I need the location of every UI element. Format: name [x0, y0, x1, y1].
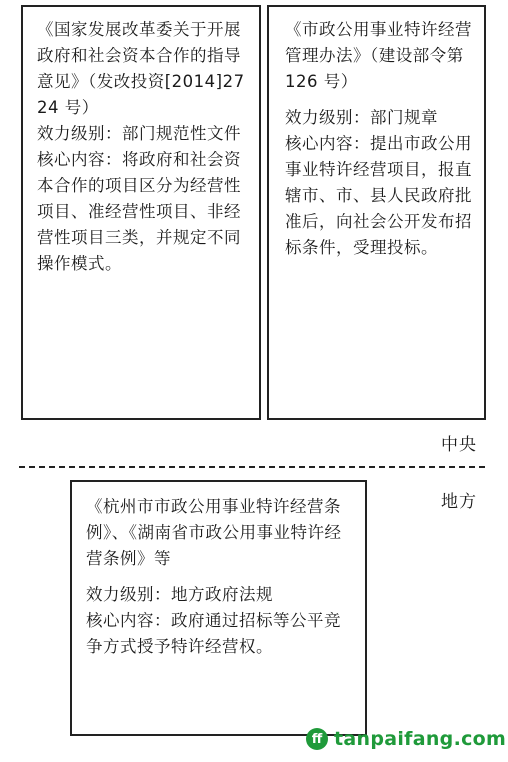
- local-level: 效力级别：地方政府法规: [86, 585, 273, 604]
- leaf-logo-icon: ff: [306, 728, 328, 750]
- local-regulation-box: [70, 480, 367, 736]
- local-content: 核心内容：政府通过招标等公平竞争方式授予特许经营权。: [86, 611, 341, 656]
- watermark-text: tanpaifang.com: [334, 728, 507, 750]
- central-level-label: 中央: [441, 435, 477, 455]
- central-ministry-guideline-box: [21, 5, 261, 420]
- central-regulation-box: [267, 5, 486, 420]
- local-title: 《杭州市市政公用事业特许经营条例》、《湖南省市政公用事业特许经营条例》等: [86, 497, 342, 568]
- site-watermark: [306, 728, 506, 750]
- guideline-title: 《国家发展改革委关于开展政府和社会资本合作的指导意见》（发改投资[2014]2724 号）: [37, 20, 245, 117]
- regulation-content: 核心内容：提出市政公用事业特许经营项目，报直辖市、市、县人民政府批准后，向社会公开发布招标条件，受理投标。: [285, 134, 472, 257]
- local-level-label: 地方: [441, 492, 477, 512]
- central-local-divider: [19, 466, 485, 468]
- guideline-level: 效力级别：部门规范性文件: [37, 124, 241, 143]
- regulation-title: 《市政公用事业特许经营管理办法》（建设部令第 126 号）: [285, 20, 472, 91]
- regulation-level: 效力级别：部门规章: [285, 108, 438, 127]
- guideline-content: 核心内容：将政府和社会资本合作的项目区分为经营性项目、准经营性项目、非经营性项目三类，并规定不同操作模式。: [37, 150, 241, 273]
